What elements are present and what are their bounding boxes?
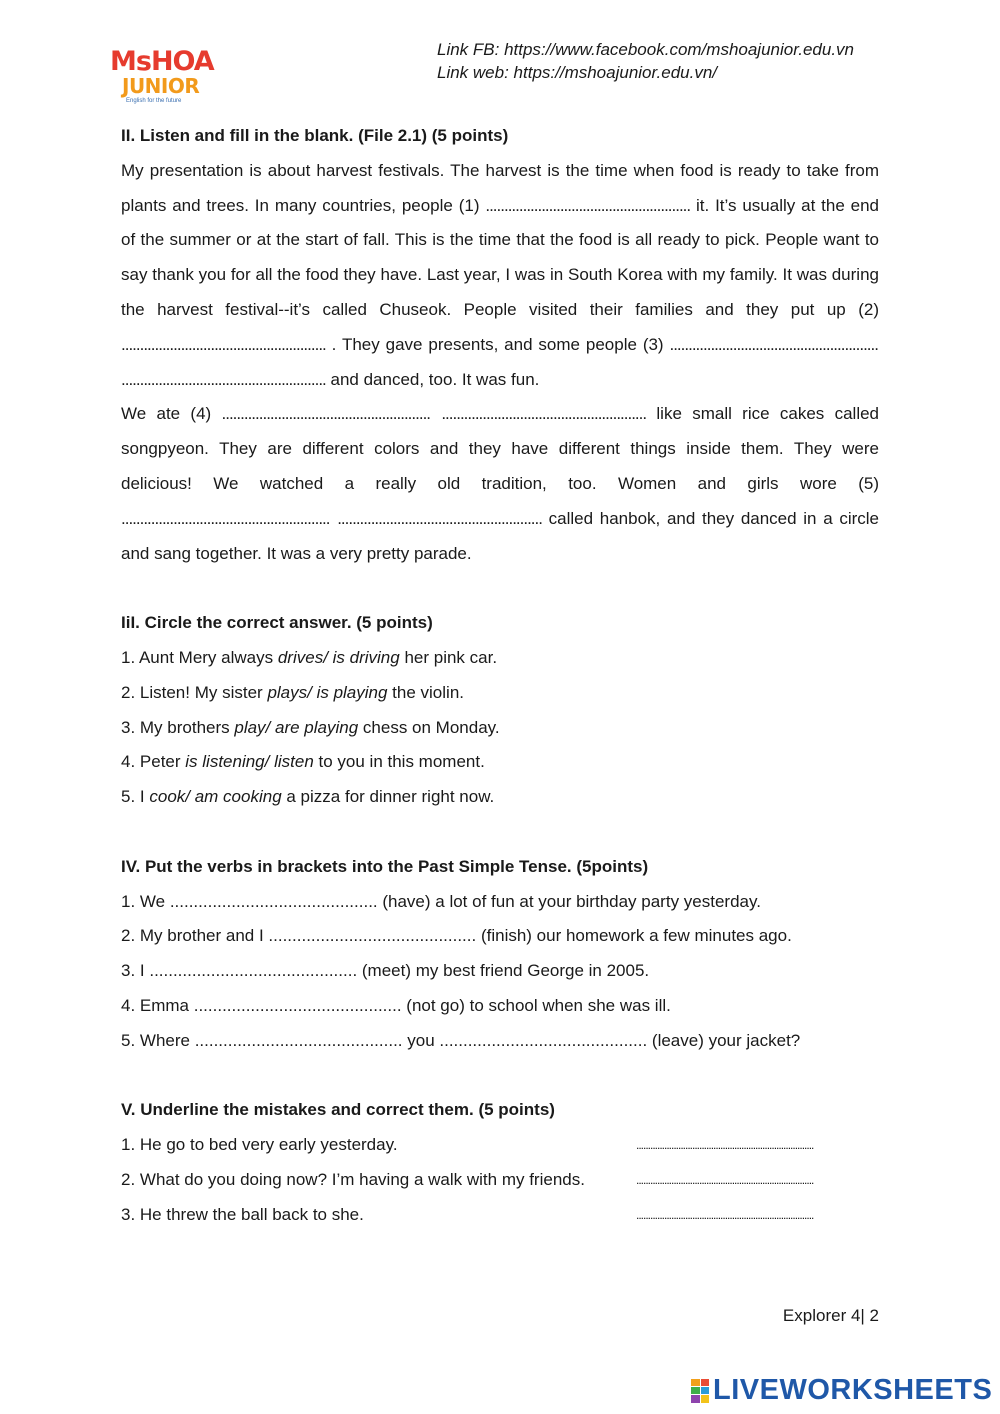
- blank-4b[interactable]: .......................................................: [441, 404, 647, 424]
- blank-5a[interactable]: .......................................................: [121, 508, 326, 528]
- answer-options[interactable]: play/ are playing: [234, 717, 359, 737]
- section-5-title: V. Underline the mistakes and correct them. (5 points): [121, 1100, 555, 1120]
- section-2-paragraph-1: My presentation is about harvest festivals. The harvest is the time when food is ready to take from plants and trees. In many countries, people (1) ....................................................... it. It’s usually at the end of the summer or at the start of fall. This is the time that the food is all ready to pick. People want to say thank you for all the food they have. Last year, I was in South Korea with my family. It was during the harvest festival--it’s called Chuseok. People visited their families and they put up (2) ....................................................... . They gave presents, and some people (3) ........................................................ ....................................................... and danced, too. It was fun.: [121, 160, 879, 389]
- circle-question-2: 2. Listen! My sister plays/ is playing the violin.: [121, 682, 464, 702]
- answer-options[interactable]: is listening/ listen: [185, 752, 314, 772]
- header-links: [437, 38, 854, 84]
- answer-options[interactable]: cook/ am cooking: [149, 787, 282, 807]
- circle-question-1: 1. Aunt Mery always drives/ is driving her pink car.: [121, 647, 498, 667]
- mistake-row-2: [121, 1163, 879, 1198]
- liveworksheets-wordmark: LIVEWORKSHEETS: [713, 1374, 993, 1406]
- logo-text-mshoa: MsHOA: [110, 46, 214, 77]
- mistake-row-3: [121, 1198, 879, 1233]
- section-2-title: II. Listen and fill in the blank. (File 2.1) (5 points): [121, 126, 509, 145]
- mistake-row-1: [121, 1128, 879, 1163]
- blank-2[interactable]: .......................................................: [121, 334, 326, 354]
- blank-4a[interactable]: .......................................................: [221, 404, 427, 424]
- facebook-link[interactable]: Link FB: https://www.facebook.com/mshoajunior.edu.vn: [437, 40, 855, 59]
- page-number: Explorer 4| 2: [782, 1306, 879, 1325]
- blank-3b[interactable]: .......................................................: [121, 369, 326, 389]
- correction-blank[interactable]: ............................................................................: [636, 1138, 814, 1153]
- past-simple-question-4[interactable]: 4. Emma ............................................ (not go) to school when she was ill.: [121, 995, 671, 1015]
- blank-1[interactable]: .......................................................: [485, 195, 691, 215]
- mistake-question: 2. What do you doing now? I’m having a walk with my friends.: [121, 1169, 585, 1189]
- answer-options[interactable]: drives/ is driving: [277, 647, 400, 667]
- worksheet-content: [121, 119, 879, 1233]
- mistake-question: 3. He threw the ball back to she.: [121, 1204, 364, 1224]
- past-simple-question-2[interactable]: 2. My brother and I ............................................ (finish) our homework a few minutes ago.: [121, 926, 792, 946]
- mistake-question: 1. He go to bed very early yesterday.: [121, 1135, 398, 1155]
- liveworksheets-logo-icon: [691, 1379, 709, 1403]
- website-link[interactable]: Link web: https://mshoajunior.edu.vn/: [437, 63, 718, 82]
- correction-blank[interactable]: ............................................................................: [636, 1172, 814, 1187]
- section-4-title: IV. Put the verbs in brackets into the Past Simple Tense. (5points): [121, 856, 649, 876]
- mshoa-junior-logo: [110, 46, 230, 110]
- section-2-paragraph-2: We ate (4) ........................................................ ....................................................... like small rice cakes called songpyeon. They are different colors and they have different things inside them. They were delicious! We watched a really old tradition, too. Women and girls wore (5) ........................................................ ....................................................... called hanbok, and they danced in a circle and sang together. It was a very pretty parade.: [121, 404, 880, 563]
- circle-question-4: 4. Peter is listening/ listen to you in this moment.: [121, 752, 485, 772]
- past-simple-question-5[interactable]: 5. Where ............................................ you ............................................ (leave) your jacket?: [121, 1030, 801, 1050]
- liveworksheets-brand: [691, 1374, 992, 1407]
- section-3-title: IiI. Circle the correct answer. (5 points): [121, 613, 433, 633]
- past-simple-question-1[interactable]: 1. We ............................................ (have) a lot of fun at your birthday party yesterday.: [121, 891, 761, 911]
- logo-text-junior: JUNIOR: [122, 74, 200, 98]
- circle-question-5: 5. I cook/ am cooking a pizza for dinner right now.: [121, 787, 495, 807]
- answer-options[interactable]: plays/ is playing: [267, 682, 388, 702]
- past-simple-question-3[interactable]: 3. I ............................................ (meet) my best friend George in 2005.: [121, 961, 650, 981]
- circle-question-3: 3. My brothers play/ are playing chess on Monday.: [121, 717, 500, 737]
- correction-blank[interactable]: ............................................................................: [636, 1207, 814, 1222]
- logo-tagline: English for the future: [126, 98, 182, 104]
- blank-3a[interactable]: .......................................................: [669, 334, 875, 354]
- blank-5b[interactable]: .......................................................: [337, 508, 542, 528]
